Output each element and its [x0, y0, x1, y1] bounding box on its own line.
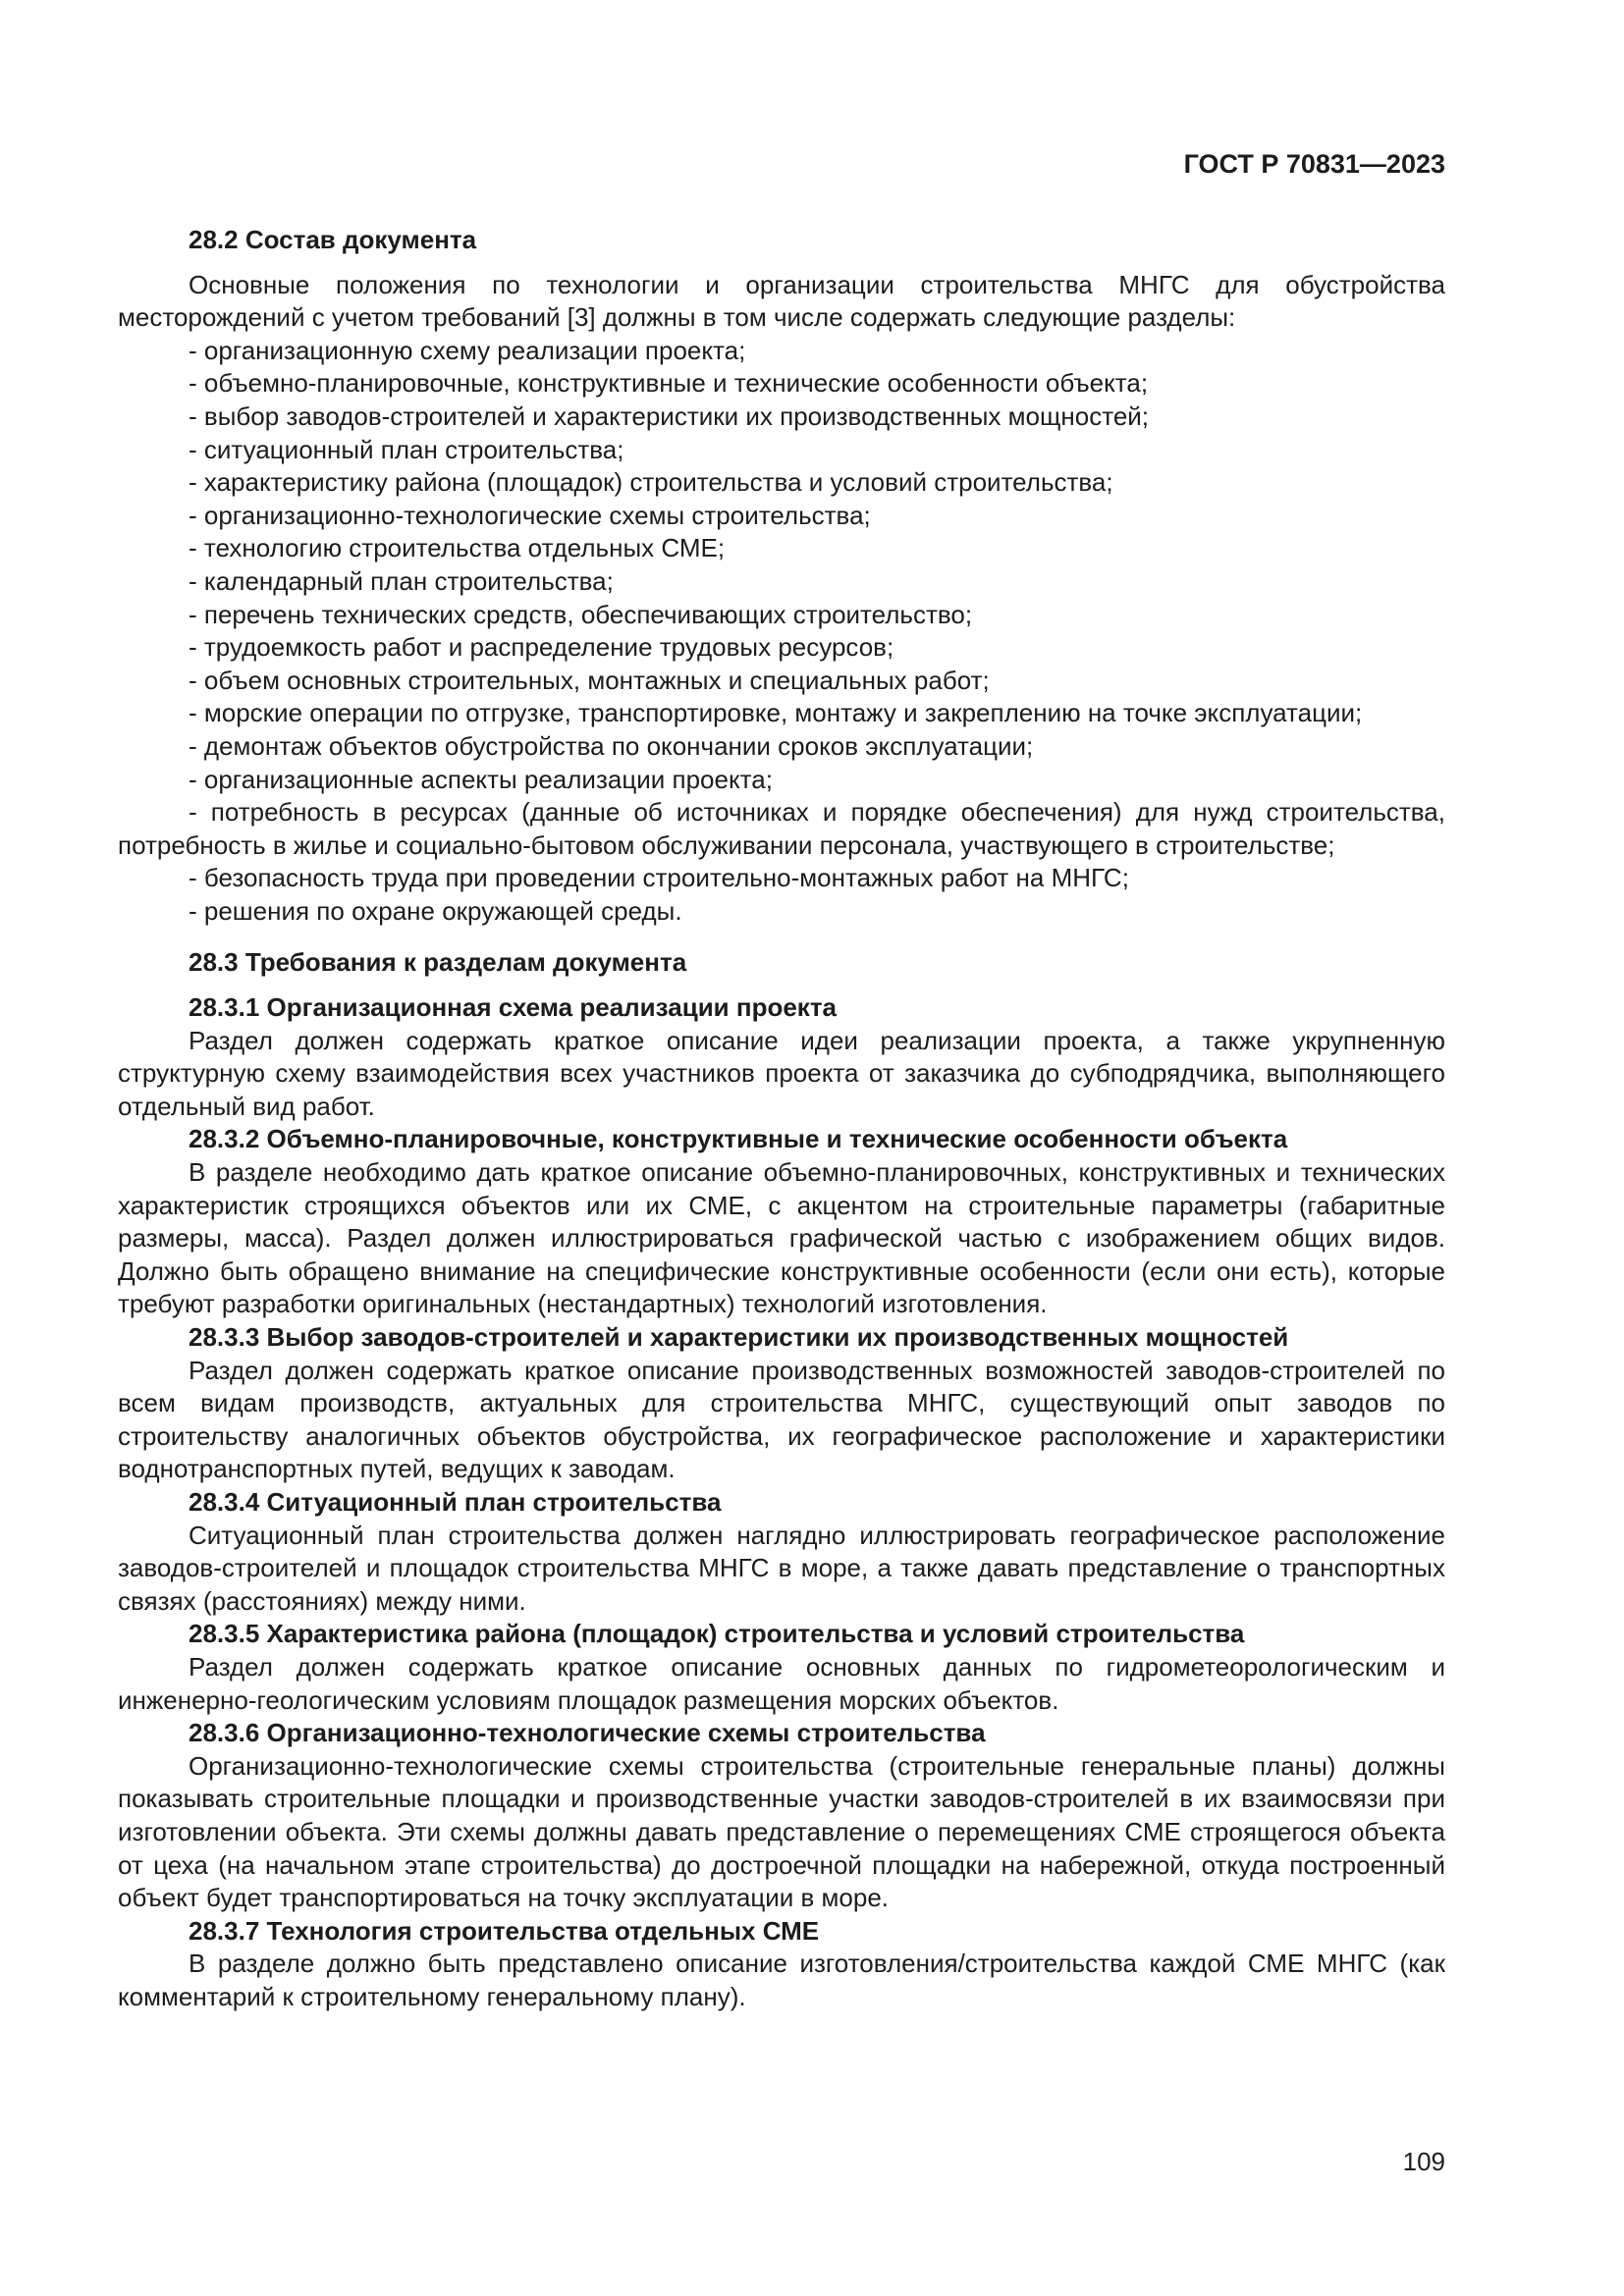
list-item: - объемно-планировочные, конструктивные и технические особенности объекта; [189, 368, 1149, 399]
list-item: - перечень технических средств, обеспечивающих строительство; [189, 599, 973, 629]
subsection-heading-28-3-4: 28.3.4 Ситуационный план строительства [189, 1486, 722, 1517]
list-item: - организационно-технологические схемы строительства; [189, 500, 871, 530]
list-item: - выбор заводов-строителей и характеристики их производственных мощностей; [189, 400, 1150, 431]
subsection-text-28-3-5: Раздел должен содержать краткое описание основных данных по гидрометеорологическим и инженерно-геологическим условиям площадок размещения морских объектов. [118, 1651, 1445, 1715]
subsection-text-28-3-3: Раздел должен содержать краткое описание производственных возможностей заводов-строителей по всем видам производств, актуальных для строительства МНГС, существующий опыт заводов по строительству аналогичных объектов обустройства, их географическое расположение и характеристики воднотранспортных путей, ведущих к заводам. [118, 1355, 1445, 1484]
section-intro: Основные положения по технологии и организации строительства МНГС для обустройства месторождений с учетом требований [3] должны в том числе содержать следующие разделы: [118, 269, 1445, 333]
list-item: - потребность в ресурсах (данные об источниках и порядке обеспечения) для нужд строительства, потребность в жилье и социально-бытовом обслуживании персонала, участвующего в строительстве; [118, 797, 1445, 860]
section-heading-28-3: 28.3 Требования к разделам документа [189, 947, 687, 978]
list-item: - характеристику района (площадок) строительства и условий строительства; [189, 467, 1113, 498]
subsection-heading-28-3-6: 28.3.6 Организационно-технологические схемы строительства [189, 1718, 986, 1748]
list-item: - трудоемкость работ и распределение трудовых ресурсов; [189, 632, 894, 663]
subsection-text-28-3-1: Раздел должен содержать краткое описание идеи реализации проекта, а также укрупненную структурную схему взаимодействия всех участников проекта от заказчика до субподрядчика, выполняющего отдельный вид работ. [118, 1025, 1445, 1121]
page-number: 109 [1402, 2147, 1445, 2176]
list-item: - организационные аспекты реализации проекта; [189, 764, 773, 794]
subsection-text-28-3-7: В разделе должно быть представлено описание изготовления/строительства каждой СМЕ МНГС (как комментарий к строительному генеральному плану). [118, 1949, 1445, 2011]
list-item: - демонтаж объектов обустройства по окончании сроков эксплуатации; [189, 730, 1034, 761]
subsection-text-28-3-2: В разделе необходимо дать краткое описание объемно-планировочных, конструктивных и технических характеристик строящихся объектов или их СМЕ, с акцентом на строительные параметры (габаритные размеры, масса). Раздел должен иллюстрироваться графической частью с изображением общих видов. Должно быть обращено внимание на специфические конструктивные особенности (если они есть), которые требуют разработки оригинальных (нестандартных) технологий изготовления. [118, 1157, 1445, 1319]
list-item: - организационную схему реализации проекта; [189, 335, 746, 365]
subsection-heading-28-3-1: 28.3.1 Организационная схема реализации проекта [189, 992, 838, 1023]
subsection-heading-28-3-2: 28.3.2 Объемно-планировочные, конструктивные и технические особенности объекта [189, 1124, 1288, 1154]
subsection-text-28-3-4: Ситуационный план строительства должен наглядно иллюстрировать географическое расположение заводов-строителей и площадок строительства МНГС в море, а также давать представление о транспортных связях (расстояниях) между ними. [118, 1520, 1445, 1616]
list-item: - решения по охране окружающей среды. [189, 895, 682, 926]
list-item: - морские операции по отгрузке, транспортировке, монтажу и закреплению на точке эксплуатации; [189, 698, 1363, 728]
subsection-heading-28-3-5: 28.3.5 Характеристика района (площадок) строительства и условий строительства [189, 1619, 1245, 1649]
subsection-heading-28-3-3: 28.3.3 Выбор заводов-строителей и характеристики их производственных мощностей [189, 1322, 1289, 1352]
document-code: ГОСТ Р 70831—2023 [1183, 149, 1445, 179]
list-item: - безопасность труда при проведении строительно-монтажных работ на МНГС; [189, 863, 1129, 893]
list-item: - ситуационный план строительства; [189, 434, 624, 464]
subsection-heading-28-3-7: 28.3.7 Технология строительства отдельных СМЕ [189, 1915, 820, 1946]
list-item: - объем основных строительных, монтажных и специальных работ; [189, 665, 990, 695]
section-heading-28-2: 28.2 Состав документа [189, 225, 477, 254]
list-item: - технологию строительства отдельных СМЕ; [189, 533, 726, 563]
list-item: - календарный план строительства; [189, 565, 614, 596]
subsection-text-28-3-6: Организационно-технологические схемы строительства (строительные генеральные планы) должны показывать строительные площадки и производственные участки заводов-строителей в их взаимосвязи при изготовлении объекта. Эти схемы должны давать представление о перемещениях СМЕ строящегося объекта от цеха (на начальном этапе строительства) до достроечной площадки на набережной, откуда построенный объект будет транспортироваться на точку эксплуатации в море. [118, 1750, 1445, 1913]
page-content [118, 224, 1445, 2013]
sections-list [118, 335, 1445, 929]
